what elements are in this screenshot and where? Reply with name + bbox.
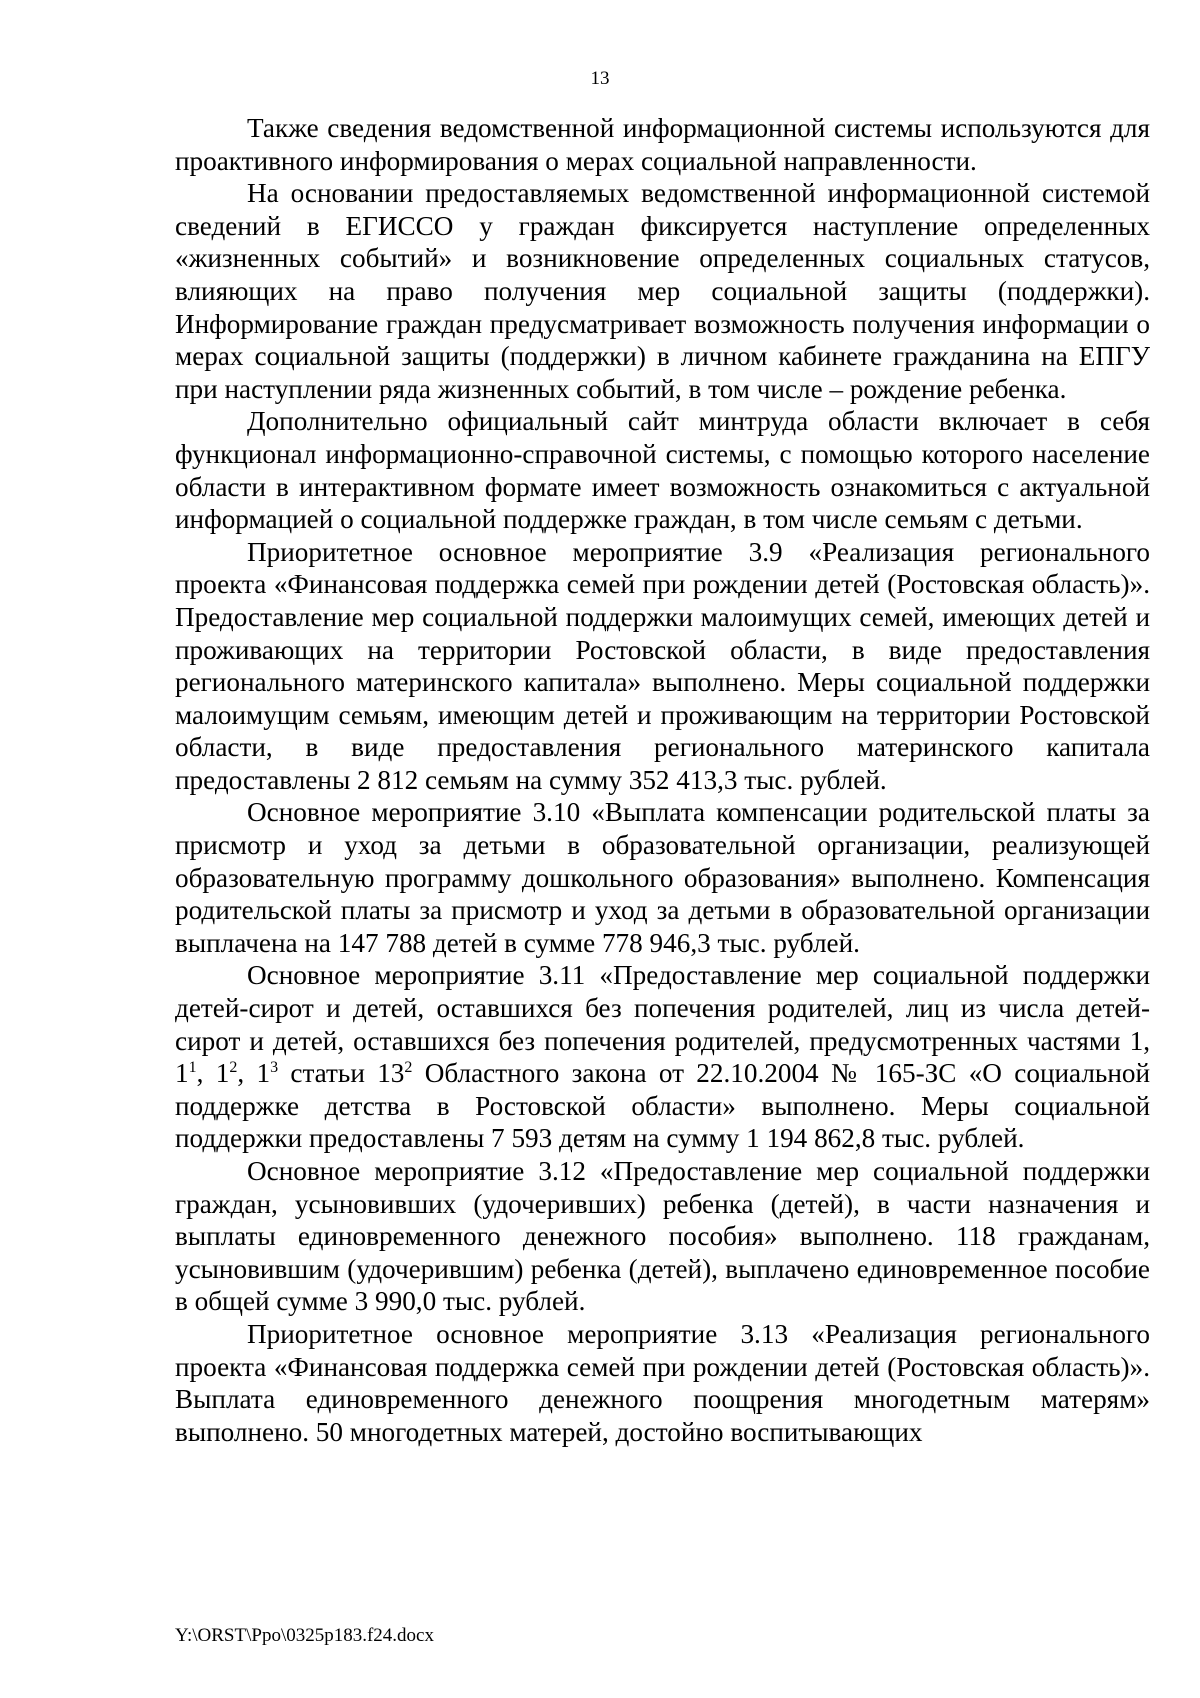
paragraph-measure-3-11 bbox=[175, 959, 1150, 1155]
measure-3-11-text-part: Основное мероприятие 3.11 «Предоставление мер социальной поддержки детей-сирот и детей, оставшихся без попечения родителей, лиц из числа детей-сирот и детей, оставшихся без попечения родителей, предусмотренных частями 1, 1 bbox=[175, 960, 1150, 1089]
superscript: 2 bbox=[404, 1059, 413, 1077]
paragraph-egisso-life-events: На основании предоставляемых ведомственной информационной системой сведений в ЕГИССО у граждан фиксируется наступление определенных «жизненных событий» и возникновение определенных социальных статусов, влияющих на право получения мер социальной защиты (поддержки). Информирование граждан предусматривает возможность получения информации о мерах социальной защиты (поддержки) в личном кабинете гражданина на ЕПГУ при наступлении ряда жизненных событий, в том числе – рождение ребенка. bbox=[175, 178, 1150, 404]
paragraph-measure-3-10: Основное мероприятие 3.10 «Выплата компенсации родительской платы за присмотр и уход за детьми в образовательной организации, реализующей образовательную программу дошкольного образования» выполнено. Компенсация родительской платы за присмотр и уход за детьми в образовательной организации выплачена на 147 788 детей в сумме 778 946,3 тыс. рублей. bbox=[175, 797, 1150, 958]
measure-3-11-text-part: статьи 13 bbox=[278, 1058, 405, 1089]
page-number: 13 bbox=[590, 68, 610, 89]
superscript: 3 bbox=[270, 1059, 279, 1077]
paragraph-ministry-website: Дополнительно официальный сайт минтруда области включает в себя функционал информационно-справочной системы, с помощью которого население области в интерактивном формате имеет возможность ознакомиться с актуальной информацией о социальной поддержке граждан, в том числе семьям с детьми. bbox=[175, 406, 1150, 535]
footer-file-path: Y:\ORST\Ppo\0325p183.f24.docx bbox=[175, 1625, 434, 1646]
document-body bbox=[175, 112, 1150, 1448]
measure-3-11-text-part: , 1 bbox=[237, 1058, 271, 1089]
paragraph-measure-3-9: Приоритетное основное мероприятие 3.9 «Реализация регионального проекта «Финансовая поддержка семей при рождении детей (Ростовская область)». Предоставление мер социальной поддержки малоимущих семей, имеющих детей и проживающих на территории Ростовской области, в виде предоставления регионального материнского капитала» выполнено. Меры социальной поддержки малоимущим семьям, имеющим детей и проживающим на территории Ростовской области, в виде предоставления регионального материнского капитала предоставлены 2 812 семьям на сумму 352 413,3 тыс. рублей. bbox=[175, 536, 1150, 795]
paragraph-proactive-informing: Также сведения ведомственной информационной системы используются для проактивного информирования о мерах социальной направленности. bbox=[175, 113, 1150, 176]
superscript: 2 bbox=[229, 1059, 238, 1077]
superscript: 1 bbox=[188, 1059, 197, 1077]
paragraph-measure-3-12: Основное мероприятие 3.12 «Предоставление мер социальной поддержки граждан, усыновивших (удочеривших) ребенка (детей), в части назначения и выплаты единовременного денежного пособия» выполнено. 118 гражданам, усыновившим (удочерившим) ребенка (детей), выплачено единовременное пособие в общей сумме 3 990,0 тыс. рублей. bbox=[175, 1156, 1150, 1317]
measure-3-11-text-part: Областного закона от 22.10.2004 № 165-ЗС «О социальной поддержке детства в Ростовской области» выполнено. Меры социальной поддержки предоставлены 7 593 детям на сумму 1 194 862,8 тыс. рублей. bbox=[175, 1058, 1151, 1154]
paragraph-measure-3-13: Приоритетное основное мероприятие 3.13 «Реализация регионального проекта «Финансовая поддержка семей при рождении детей (Ростовская область)». Выплата единовременного денежного поощрения многодетным матерям» выполнено. 50 многодетных матерей, достойно воспитывающих bbox=[175, 1318, 1150, 1447]
measure-3-11-text-part: , 1 bbox=[196, 1058, 230, 1089]
